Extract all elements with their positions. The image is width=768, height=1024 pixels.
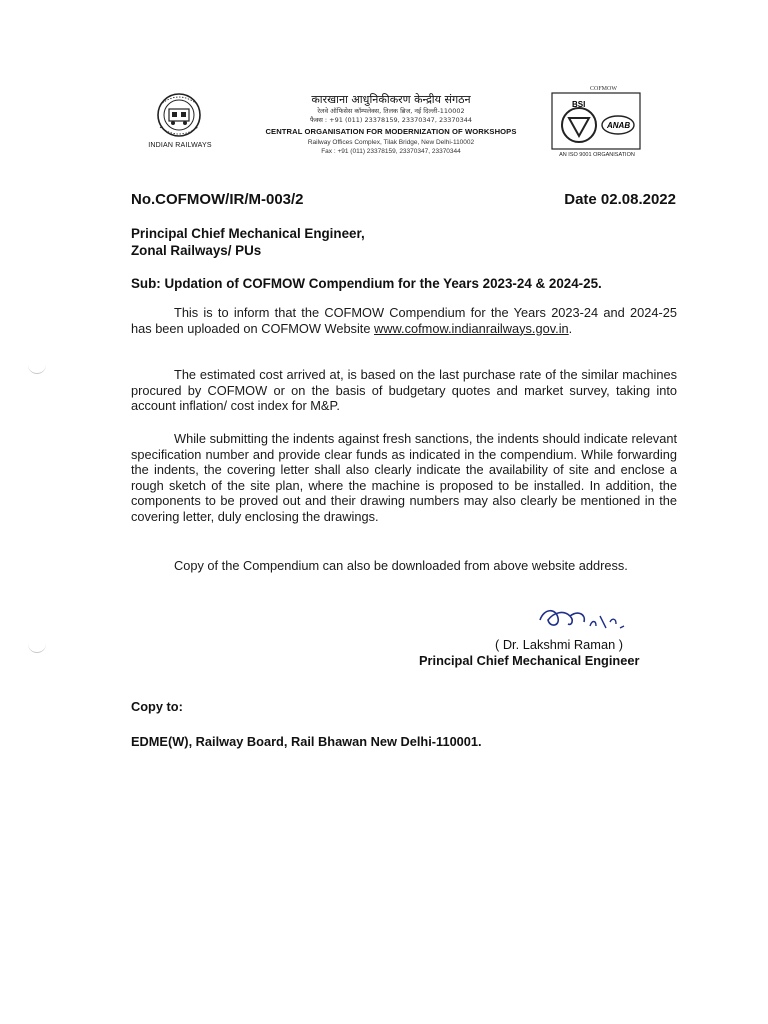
org-address: Railway Offices Complex, Tilak Bridge, New Delhi-110002 — [307, 139, 475, 146]
addressee — [131, 225, 365, 259]
signer-title: Principal Chief Mechanical Engineer — [419, 653, 640, 668]
scan-mark — [28, 644, 46, 653]
copy-to-entry: EDME(W), Railway Board, Rail Bhawan New Delhi-110001. — [131, 734, 482, 749]
handwritten-signature — [520, 600, 660, 640]
addressee-line-2: Zonal Railways/ PUs — [131, 243, 262, 258]
hindi-org-title: कारखाना आधुनिकीकरण केन्द्रीय संगठन — [311, 93, 471, 106]
org-fax: Fax : +91 (011) 23378159, 23370347, 23370344 — [321, 148, 461, 155]
reference-number: No.COFMOW/IR/M-003/2 — [131, 191, 304, 208]
indian-railways-logo-icon — [146, 91, 212, 141]
paragraph-1-end: . — [568, 320, 573, 336]
hindi-phone: फैक्स : +91 (011) 23378159, 23370347, 23370344 — [309, 116, 473, 124]
subject-line: Sub: Updation of COFMOW Compendium for the Years 2023-24 & 2024-25. — [131, 276, 602, 291]
addressee-line-1: Principal Chief Mechanical Engineer, — [131, 226, 365, 241]
paragraph-2: The estimated cost arrived at, is based on the last purchase rate of the similar machines procured by COFMOW or on the basis of budgetary quotes and market survey, taking into account inflation/ cost index for M&P. — [131, 367, 677, 414]
bsi-label: BSI — [572, 100, 586, 109]
iso-certification-logo-icon — [551, 92, 641, 150]
anab-label: ANAB — [607, 121, 631, 130]
hindi-address: रेलवे ऑफिसेस कॉम्पलेक्स, तिलक ब्रिज, नई दिल्ली-110002 — [317, 107, 465, 115]
letter-date: Date 02.08.2022 — [564, 191, 676, 208]
cert-caption: AN ISO 9001 ORGANISATION — [559, 152, 635, 158]
left-logo-caption: INDIAN RAILWAYS — [148, 142, 212, 149]
website-link[interactable]: www.cofmow.indianrailways.gov.in — [374, 320, 569, 336]
paragraph-1-text: This is to inform that the COFMOW Compendium for the Years 2023-24 and 2024-25 has been uploaded on COFMOW Website — [131, 305, 677, 336]
signer-name: ( Dr. Lakshmi Raman ) — [495, 637, 623, 652]
cert-top-label: COFMOW — [590, 86, 618, 92]
paragraph-1 — [131, 305, 677, 336]
scan-mark — [28, 365, 46, 374]
paragraph-4: Copy of the Compendium can also be downloaded from above website address. — [174, 558, 628, 573]
paragraph-3: While submitting the indents against fresh sanctions, the indents should indicate relevant specification number and provide clear funds as indicated in the compendium. While forwarding the indents, the covering letter shall also clearly indicate the availability of site and enclose a rough sketch of the site plan, where the machine is proposed to be installed. In addition, the components to be proved out and their drawing numbers may also clearly be mentioned in the covering letter, duly enclosing the drawings. — [131, 431, 677, 524]
copy-to-label: Copy to: — [131, 699, 183, 714]
org-name: CENTRAL ORGANISATION FOR MODERNIZATION OF WORKSHOPS — [265, 127, 517, 136]
letterhead — [238, 93, 544, 156]
